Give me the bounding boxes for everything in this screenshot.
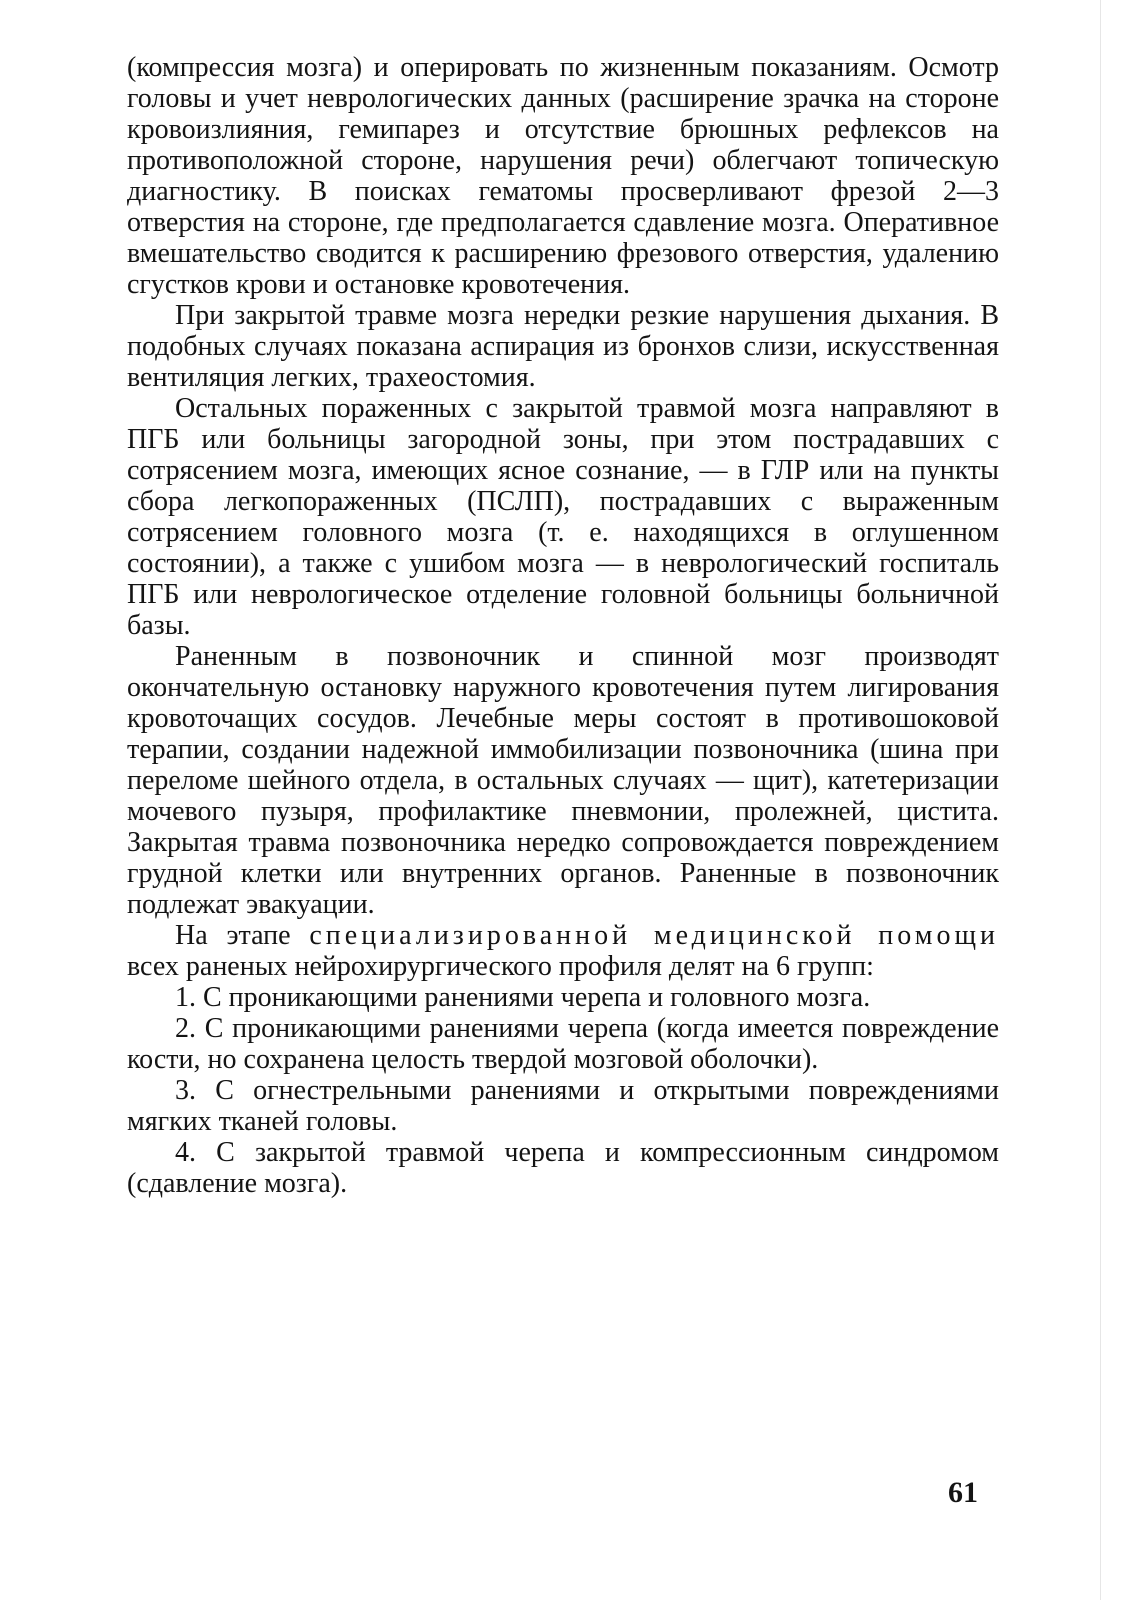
paragraph-specialized-care-intro xyxy=(127,920,999,982)
body-text xyxy=(127,52,999,1199)
list-item-group-4: 4. С закрытой травмой черепа и компрессионным синдромом (сдавление мозга). xyxy=(127,1137,999,1199)
page-edge-line xyxy=(1100,0,1101,1600)
intro-lead-text: На этапе xyxy=(175,920,310,951)
spaced-emphasis-text: специализированной медицинской помощи xyxy=(309,920,999,951)
paragraph-evacuation-routing: Остальных пораженных с закрытой травмой мозга направляют в ПГБ или больницы загородной зоны, при этом пострадавших с сотрясением мозга, имеющих ясное сознание, — в ГЛР или на пункты сбора легкопораженных (ПСЛП), пострадавших с выраженным сотрясением головного мозга (т. е. находящихся в оглушенном состоянии), а также с ушибом мозга — в неврологический госпиталь ПГБ или неврологическое отделение головной больницы больничной базы. xyxy=(127,393,999,641)
list-item-group-2: 2. С проникающими ранениями черепа (когда имеется повреждение кости, но сохранена целость твердой мозговой оболочки). xyxy=(127,1013,999,1075)
list-item-group-3: 3. С огнестрельными ранениями и открытыми повреждениями мягких тканей головы. xyxy=(127,1075,999,1137)
paragraph-breathing-disorders: При закрытой травме мозга нередки резкие нарушения дыхания. В подобных случаях показана аспирация из бронхов слизи, искусственная вентиляция легких, трахеостомия. xyxy=(127,300,999,393)
list-item-group-1: 1. С проникающими ранениями черепа и головного мозга. xyxy=(175,982,871,1013)
page-number: 61 xyxy=(948,1476,978,1509)
intro-tail-text: всех раненых нейрохирургического профиля делят на 6 групп: xyxy=(127,951,874,982)
paragraph-spine-injuries: Раненным в позвоночник и спинной мозг производят окончательную остановку наружного кровотечения путем лигирования кровоточащих сосудов. Лечебные меры состоят в противошоковой терапии, создании надежной иммобилизации позвоночника (шина при переломе шейного отдела, в остальных случаях — щит), катетеризации мочевого пузыря, профилактике пневмонии, пролежней, цистита. Закрытая травма позвоночника нередко сопровождается повреждением грудной клетки или внутренних органов. Раненные в позвоночник подлежат эвакуации. xyxy=(127,641,999,920)
paragraph-compression-surgery: (компрессия мозга) и оперировать по жизненным показаниям. Осмотр головы и учет неврологических данных (расширение зрачка на стороне кровоизлияния, гемипарез и отсутствие брюшных рефлексов на противоположной стороне, нарушения речи) облегчают топическую диагностику. В поисках гематомы просверливают фрезой 2—3 отверстия на стороне, где предполагается сдавление мозга. Оперативное вмешательство сводится к расширению фрезового отверстия, удалению сгустков крови и остановке кровотечения. xyxy=(127,52,999,300)
